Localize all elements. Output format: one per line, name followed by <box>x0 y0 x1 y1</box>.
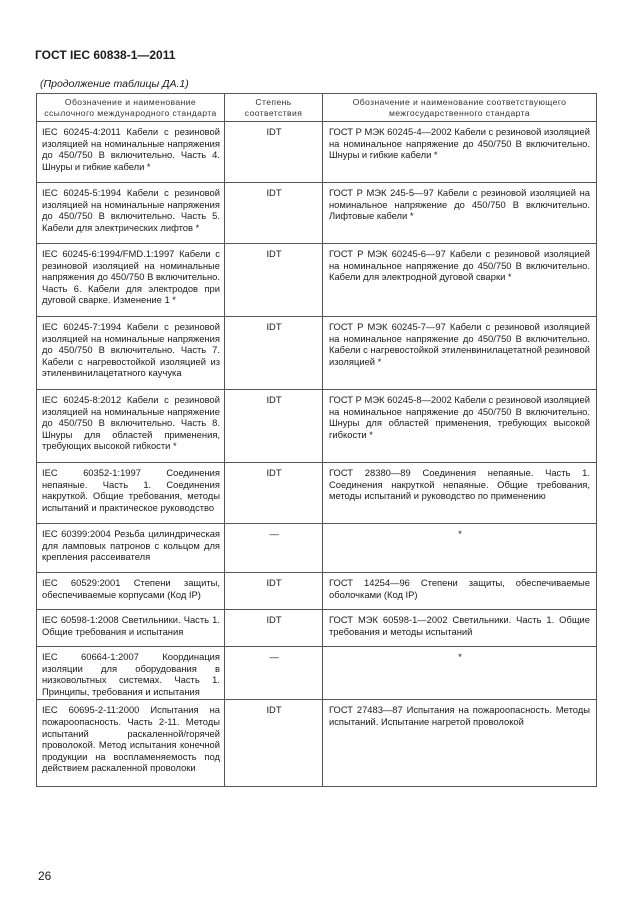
degree-cell: IDT <box>225 122 323 183</box>
degree-cell: — <box>225 524 323 573</box>
international-standard-cell: IEC 60695-2-11:2000 Испытания на пожароопасность. Часть 2-11. Методы испытаний раскаленной/горячей проволокой. Метод испытания конечной продукции на воспламеняемость под действием раскаленной проволоки <box>37 700 225 787</box>
degree-cell: IDT <box>225 390 323 463</box>
page-number: 26 <box>38 869 52 883</box>
international-standard-cell: IEC 60529:2001 Степени защиты, обеспечиваемые корпусами (Код IP) <box>37 573 225 610</box>
degree-cell: IDT <box>225 700 323 787</box>
table-row <box>37 390 597 463</box>
degree-cell: IDT <box>225 317 323 390</box>
gost-standard-cell: ГОСТ Р МЭК 60245-6—97 Кабели с резиновой изоляцией на номинальное напряжение до 450/750 В включительно. Кабели для электродной дуговой сварки * <box>323 244 597 317</box>
degree-cell: IDT <box>225 183 323 244</box>
degree-cell: IDT <box>225 244 323 317</box>
table-row <box>37 317 597 390</box>
table-row <box>37 573 597 610</box>
table-row <box>37 647 597 700</box>
international-standard-cell: IEC 60245-4:2011 Кабели с резиновой изоляцией на номинальные напряжения до 450/750 В включительно. Часть 4. Шнуры и гибкие кабели * <box>37 122 225 183</box>
column-header-degree: Степень соответствия <box>225 94 323 122</box>
international-standard-cell: IEC 60245-6:1994/FMD.1:1997 Кабели с резиновой изоляцией на номинальные напряжения до 450/750 В включительно. Часть 6. Кабели для электродов при дуговой сварке. Изменение 1 * <box>37 244 225 317</box>
gost-standard-cell: * <box>323 647 597 700</box>
gost-standard-cell: ГОСТ Р МЭК 60245-8—2002 Кабели с резиновой изоляцией на номинальное напряжение до 450/750 В включительно. Шнуры для областей применения, требующих высокой гибкости * <box>323 390 597 463</box>
degree-cell: IDT <box>225 610 323 647</box>
degree-cell: IDT <box>225 463 323 524</box>
table-row <box>37 524 597 573</box>
gost-standard-cell: ГОСТ МЭК 60598-1—2002 Светильники. Часть 1. Общие требования и методы испытаний <box>323 610 597 647</box>
column-header-international: Обозначение и наименование ссылочного международного стандарта <box>37 94 225 122</box>
gost-standard-cell: ГОСТ 27483—87 Испытания на пожароопасность. Методы испытаний. Испытание нагретой проволокой <box>323 700 597 787</box>
international-standard-cell: IEC 60245-8:2012 Кабели с резиновой изоляцией на номинальные напряжение до 450/750 В включительно. Часть 8. Шнуры для областей применения, требующих высокой гибкости * <box>37 390 225 463</box>
gost-standard-cell: ГОСТ 28380—89 Соединения непаяные. Часть 1. Соединения накруткой непаяные. Общие требования, методы испытаний и руководство по применению <box>323 463 597 524</box>
gost-standard-cell: ГОСТ Р МЭК 60245-4—2002 Кабели с резиновой изоляцией на номинальное напряжение до 450/750 В включительно. Шнуры и гибкие кабели * <box>323 122 597 183</box>
table-row <box>37 122 597 183</box>
document-header: ГОСТ IEC 60838-1—2011 <box>35 48 176 62</box>
table-row <box>37 700 597 787</box>
gost-standard-cell: ГОСТ 14254—96 Степени защиты, обеспечиваемые оболочками (Код IP) <box>323 573 597 610</box>
international-standard-cell: IEC 60664-1:2007 Координация изоляции для оборудования в низковольтных системах. Часть 1. Принципы, требования и испытания <box>37 647 225 700</box>
standards-table <box>36 93 596 787</box>
international-standard-cell: IEC 60399:2004 Резьба цилиндрическая для ламповых патронов с кольцом для крепления рассеивателя <box>37 524 225 573</box>
degree-cell: IDT <box>225 573 323 610</box>
table-row <box>37 610 597 647</box>
international-standard-cell: IEC 60245-7:1994 Кабели с резиновой изоляцией на номинальные напряжения до 450/750 В включительно. Часть 7. Кабели с нагревостойкой изоляцией из этиленвинилацетатного каучука <box>37 317 225 390</box>
gost-standard-cell: ГОСТ Р МЭК 245-5—97 Кабели с резиновой изоляцией на номинальное напряжение до 450/750 В включительно. Лифтовые кабели * <box>323 183 597 244</box>
table-row <box>37 463 597 524</box>
international-standard-cell: IEC 60245-5:1994 Кабели с резиновой изоляцией на номинальные напряжения до 450/750 В включительно. Часть 5. Кабели для электрических лифтов * <box>37 183 225 244</box>
table-header-row <box>37 94 597 122</box>
gost-standard-cell: ГОСТ Р МЭК 60245-7—97 Кабели с резиновой изоляцией на номинальное напряжение до 450/750 В включительно. Кабели с нагревостойкой этиленвинилацетатной резиновой изоляцией * <box>323 317 597 390</box>
degree-cell: — <box>225 647 323 700</box>
table-continuation-note: (Продолжение таблицы ДА.1) <box>40 78 189 90</box>
international-standard-cell: IEC 60598-1:2008 Светильники. Часть 1. Общие требования и испытания <box>37 610 225 647</box>
table-row <box>37 183 597 244</box>
international-standard-cell: IEC 60352-1:1997 Соединения непаяные. Часть 1. Соединения накруткой. Общие требования, методы испытаний и практическое руководство <box>37 463 225 524</box>
table-row <box>37 244 597 317</box>
column-header-gost: Обозначение и наименование соответствующего межгосударственного стандарта <box>323 94 597 122</box>
gost-standard-cell: * <box>323 524 597 573</box>
